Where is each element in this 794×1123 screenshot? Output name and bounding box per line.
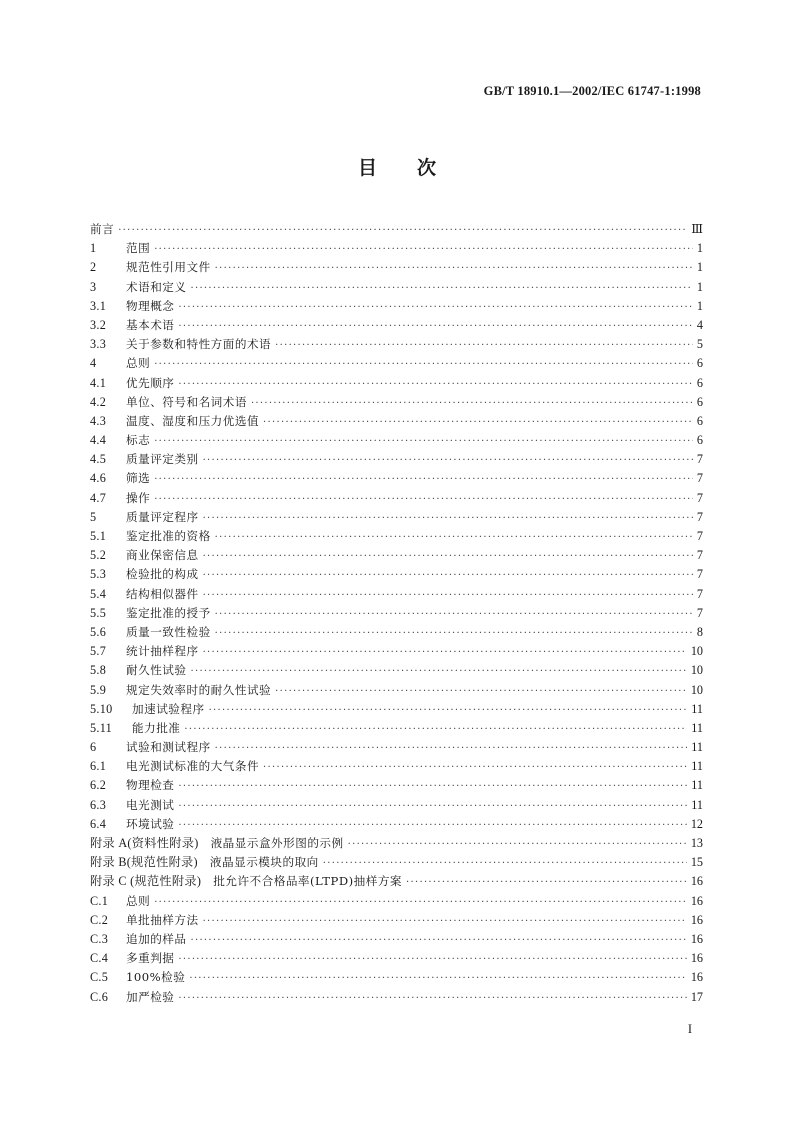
- toc-entry-page: 7: [696, 605, 703, 620]
- toc-entry-title: 加速试验程序: [132, 701, 205, 716]
- toc-entry[interactable]: [90, 354, 703, 373]
- toc-leader-dots: [189, 969, 686, 988]
- toc-entry-title: 统计抽样程序: [126, 644, 199, 659]
- toc-entry-number: 5.6: [90, 624, 107, 639]
- toc-entry[interactable]: [90, 911, 703, 930]
- toc-entry-title: 电光测试: [126, 797, 175, 812]
- toc-entry-page: 11: [691, 759, 703, 774]
- toc-entry[interactable]: [90, 297, 703, 316]
- toc-entry-number: C.4: [90, 951, 109, 966]
- toc-entry-number: 3.2: [90, 317, 107, 332]
- toc-entry-title: 多重判据: [126, 951, 175, 966]
- toc-entry[interactable]: [90, 527, 703, 546]
- toc-leader-dots: [203, 643, 687, 662]
- toc-entry-number: 5.4: [90, 586, 107, 601]
- toc-entry-title: 液晶显示模块的取向: [209, 855, 319, 870]
- toc-entry-number: 6.3: [90, 797, 107, 812]
- toc-entry[interactable]: [90, 776, 703, 795]
- toc-leader-dots: [178, 317, 693, 336]
- toc-leader-dots: [154, 893, 687, 912]
- toc-entry-page: 15: [690, 855, 703, 870]
- standard-code-header: GB/T 18910.1—2002/IEC 61747-1:1998: [483, 84, 701, 98]
- toc-entry-page: 17: [690, 989, 703, 1004]
- toc-entry-title: 总则: [126, 893, 151, 908]
- toc-leader-dots: [154, 355, 693, 374]
- toc-entry[interactable]: [90, 469, 703, 488]
- toc-leader-dots: [178, 375, 693, 394]
- toc-entry-page: 6: [696, 394, 703, 409]
- toc-leader-dots: [154, 432, 693, 451]
- toc-leader-dots: [203, 509, 693, 528]
- toc-entry[interactable]: [90, 604, 703, 623]
- toc-entry[interactable]: [90, 508, 703, 527]
- toc-leader-dots: [203, 451, 693, 470]
- toc-leader-dots: [203, 586, 693, 605]
- toc-entry-page: 5: [696, 337, 703, 352]
- page-title: [0, 153, 794, 180]
- toc-leader-dots: [203, 566, 693, 585]
- toc-entry-number: C.1: [90, 893, 109, 908]
- toc-entry-number: 5.8: [90, 663, 107, 678]
- toc-entry-title: 质量评定程序: [126, 509, 199, 524]
- toc-entry-number: 6.1: [90, 759, 107, 774]
- toc-entry[interactable]: [90, 642, 703, 661]
- toc-entry-title: 鉴定批准的授予: [126, 605, 211, 620]
- toc-leader-dots: [275, 682, 687, 701]
- toc-entry-number: 5.11: [90, 720, 113, 735]
- toc-entry-number: 4.7: [90, 490, 107, 505]
- toc-entry-number: 4.5: [90, 452, 107, 467]
- toc-entry-title: 商业保密信息: [126, 548, 199, 563]
- toc-entry-number: 3.1: [90, 298, 107, 313]
- toc-entry-number: 附录 A(资料性附录): [90, 836, 199, 850]
- toc-entry-title: 规定失效率时的耐久性试验: [126, 682, 272, 697]
- toc-leader-dots: [154, 470, 693, 489]
- toc-entry-page: 8: [696, 624, 703, 639]
- toc-entry[interactable]: [90, 489, 703, 508]
- toc-entry-title: 基本术语: [126, 317, 175, 332]
- table-of-contents: [90, 220, 703, 1007]
- toc-entry[interactable]: [90, 834, 703, 853]
- toc-entry-page: 10: [690, 644, 703, 659]
- toc-entry-number: 5.9: [90, 682, 107, 697]
- toc-leader-dots: [178, 816, 686, 835]
- toc-entry-number: 4.6: [90, 471, 107, 486]
- toc-entry[interactable]: [90, 968, 703, 987]
- toc-leader-dots: [190, 279, 692, 298]
- toc-entry[interactable]: [90, 585, 703, 604]
- toc-entry-page: 11: [691, 778, 703, 793]
- toc-entry-number: 5.7: [90, 644, 107, 659]
- toc-entry-page: 12: [690, 816, 703, 831]
- toc-entry-title: 耐久性试验: [126, 663, 187, 678]
- toc-entry-title: 加严检验: [126, 989, 175, 1004]
- toc-entry[interactable]: [90, 681, 703, 700]
- toc-leader-dots: [215, 528, 693, 547]
- toc-entry-page: 16: [690, 931, 703, 946]
- toc-entry[interactable]: [90, 700, 703, 719]
- toc-entry-page: 7: [696, 509, 703, 524]
- toc-leader-dots: [215, 739, 688, 758]
- toc-entry[interactable]: [90, 892, 703, 911]
- toc-entry-number: 附录 B(规范性附录): [90, 855, 198, 870]
- toc-entry-number: 4: [90, 356, 97, 371]
- toc-entry-number: 4.2: [90, 394, 107, 409]
- toc-entry[interactable]: [90, 930, 703, 949]
- toc-entry-number: 6.2: [90, 778, 107, 793]
- toc-entry-title: 物理概念: [126, 298, 175, 313]
- toc-entry-title: 质量一致性检验: [126, 624, 211, 639]
- toc-entry[interactable]: [90, 239, 703, 258]
- toc-entry-title: 批允许不合格品率(LTPD)抽样方案: [213, 874, 403, 889]
- toc-entry[interactable]: [90, 949, 703, 968]
- toc-entry-page: 1: [696, 260, 703, 275]
- toc-entry-page: 16: [690, 951, 703, 966]
- toc-entry-title: 物理检查: [126, 778, 175, 793]
- toc-entry-title: 总则: [126, 356, 151, 371]
- toc-entry-title: 单位、符号和名词术语: [126, 394, 247, 409]
- toc-entry-page: 1: [696, 241, 703, 256]
- toc-entry-page: 16: [690, 970, 703, 985]
- toc-leader-dots: [215, 624, 693, 643]
- toc-entry-title: 质量评定类别: [126, 452, 199, 467]
- toc-entry-page: 7: [696, 471, 703, 486]
- toc-leader-dots: [178, 989, 686, 1008]
- toc-entry-number: C.3: [90, 931, 109, 946]
- toc-leader-dots: [209, 701, 688, 720]
- toc-entry-page: 7: [696, 490, 703, 505]
- toc-leader-dots: [251, 394, 693, 413]
- toc-entry-page: 11: [691, 740, 703, 755]
- toc-entry[interactable]: [90, 815, 703, 834]
- toc-entry-number: 5.3: [90, 567, 107, 582]
- toc-entry-number: C.5: [90, 970, 109, 985]
- toc-entry-page: 11: [691, 701, 703, 716]
- toc-entry-title: 标志: [126, 433, 151, 448]
- toc-entry[interactable]: [90, 853, 703, 872]
- toc-entry-page: 16: [690, 912, 703, 927]
- toc-entry-page: 10: [690, 663, 703, 678]
- toc-entry[interactable]: [90, 796, 703, 815]
- toc-leader-dots: [323, 854, 687, 873]
- toc-entry-title: 优先顺序: [126, 375, 175, 390]
- toc-leader-dots: [215, 259, 693, 278]
- toc-entry-title: 100%检验: [126, 970, 186, 985]
- toc-entry-title: 规范性引用文件: [126, 260, 211, 275]
- toc-leader-dots: [178, 298, 693, 317]
- page-number: I: [687, 1022, 692, 1036]
- toc-entry-page: 11: [691, 797, 703, 812]
- toc-entry-page: 7: [696, 529, 703, 543]
- toc-entry-page: 6: [696, 433, 703, 448]
- toc-entry-title: 液晶显示盒外形图的示例: [210, 836, 344, 850]
- toc-entry-page: 6: [696, 375, 703, 390]
- page-title-first: 目: [357, 157, 377, 179]
- toc-entry-number: 4.1: [90, 375, 107, 390]
- toc-entry[interactable]: [90, 278, 703, 297]
- toc-entry[interactable]: [90, 661, 703, 680]
- toc-entry[interactable]: [90, 546, 703, 565]
- toc-entry[interactable]: [90, 450, 703, 469]
- toc-leader-dots: [215, 605, 693, 624]
- toc-entry-page: 4: [696, 317, 703, 332]
- toc-entry-title: 前言: [90, 222, 115, 236]
- toc-entry-title: 环境试验: [126, 816, 175, 831]
- toc-entry-title: 范围: [126, 241, 151, 256]
- toc-entry-number: 4.3: [90, 413, 107, 428]
- toc-leader-dots: [348, 835, 687, 854]
- toc-leader-dots: [178, 777, 687, 796]
- toc-leader-dots: [275, 336, 693, 355]
- toc-leader-dots: [184, 720, 687, 739]
- toc-entry-page: 6: [696, 413, 703, 428]
- toc-entry-number: 5.10: [90, 701, 113, 716]
- page-title-second: 次: [417, 157, 437, 179]
- toc-entry-page: 7: [696, 548, 703, 563]
- toc-entry-page: 16: [690, 874, 703, 889]
- toc-entry-page: 11: [691, 720, 703, 735]
- toc-entry[interactable]: [90, 374, 703, 393]
- toc-entry-page: 7: [696, 586, 703, 601]
- toc-entry-title: 追加的样品: [126, 931, 187, 946]
- toc-entry-title: 术语和定义: [126, 279, 187, 294]
- toc-entry[interactable]: [90, 565, 703, 584]
- toc-entry-number: 4.4: [90, 433, 107, 448]
- toc-entry-title: 关于参数和特性方面的术语: [126, 337, 272, 352]
- toc-entry-number: 3.3: [90, 337, 107, 352]
- toc-entry[interactable]: [90, 757, 703, 776]
- toc-entry[interactable]: [90, 220, 703, 239]
- toc-entry[interactable]: [90, 431, 703, 450]
- toc-entry-title: 单批抽样方法: [126, 912, 199, 927]
- toc-entry[interactable]: [90, 258, 703, 277]
- toc-leader-dots: [178, 797, 687, 816]
- toc-leader-dots: [263, 758, 687, 777]
- toc-entry-number: C.2: [90, 912, 109, 927]
- toc-leader-dots: [406, 873, 687, 892]
- toc-entry-number: 1: [90, 241, 97, 256]
- toc-entry-title: 结构相似器件: [126, 586, 199, 601]
- toc-entry-number: C.6: [90, 989, 109, 1004]
- toc-leader-dots: [190, 931, 686, 950]
- toc-entry-page: 16: [690, 893, 703, 908]
- toc-entry[interactable]: [90, 872, 703, 891]
- toc-entry[interactable]: [90, 988, 703, 1007]
- toc-entry[interactable]: [90, 719, 703, 738]
- toc-entry-number: 2: [90, 260, 97, 275]
- toc-entry[interactable]: [90, 393, 703, 412]
- toc-entry-number: 5.5: [90, 605, 107, 620]
- toc-leader-dots: [154, 240, 693, 259]
- toc-entry-page: Ⅲ: [691, 222, 703, 236]
- toc-leader-dots: [203, 547, 693, 566]
- toc-entry-number: 5.2: [90, 548, 107, 563]
- toc-entry-title: 温度、湿度和压力优选值: [126, 413, 260, 428]
- toc-entry[interactable]: [90, 412, 703, 431]
- toc-entry-page: 7: [696, 452, 703, 467]
- toc-leader-dots: [203, 912, 687, 931]
- toc-entry-title: 鉴定批准的资格: [126, 529, 211, 543]
- toc-entry-number: 5: [90, 509, 97, 524]
- toc-entry-page: 7: [696, 567, 703, 582]
- toc-entry-page: 1: [696, 279, 703, 294]
- toc-entry-number: 6: [90, 740, 97, 755]
- toc-entry[interactable]: [90, 623, 703, 642]
- toc-entry-page: 13: [690, 836, 703, 850]
- toc-entry-page: 6: [696, 356, 703, 371]
- toc-entry-title: 筛选: [126, 471, 151, 486]
- toc-leader-dots: [190, 662, 686, 681]
- toc-entry-page: 10: [690, 682, 703, 697]
- toc-entry-title: 试验和测试程序: [126, 740, 211, 755]
- toc-leader-dots: [118, 221, 687, 240]
- toc-entry-title: 检验批的构成: [126, 567, 199, 582]
- toc-entry[interactable]: [90, 335, 703, 354]
- toc-entry-number: 6.4: [90, 816, 107, 831]
- toc-entry-page: 1: [696, 298, 703, 313]
- toc-entry-number: 附录 C (规范性附录): [90, 874, 202, 889]
- toc-entry-number: 5.1: [90, 529, 107, 543]
- toc-leader-dots: [178, 950, 686, 969]
- toc-leader-dots: [263, 413, 693, 432]
- toc-entry[interactable]: [90, 316, 703, 335]
- toc-entry[interactable]: [90, 738, 703, 757]
- toc-entry-title: 能力批准: [132, 720, 181, 735]
- toc-entry-title: 电光测试标准的大气条件: [126, 759, 260, 774]
- toc-entry-number: 3: [90, 279, 97, 294]
- toc-leader-dots: [154, 490, 693, 509]
- toc-entry-title: 操作: [126, 490, 151, 505]
